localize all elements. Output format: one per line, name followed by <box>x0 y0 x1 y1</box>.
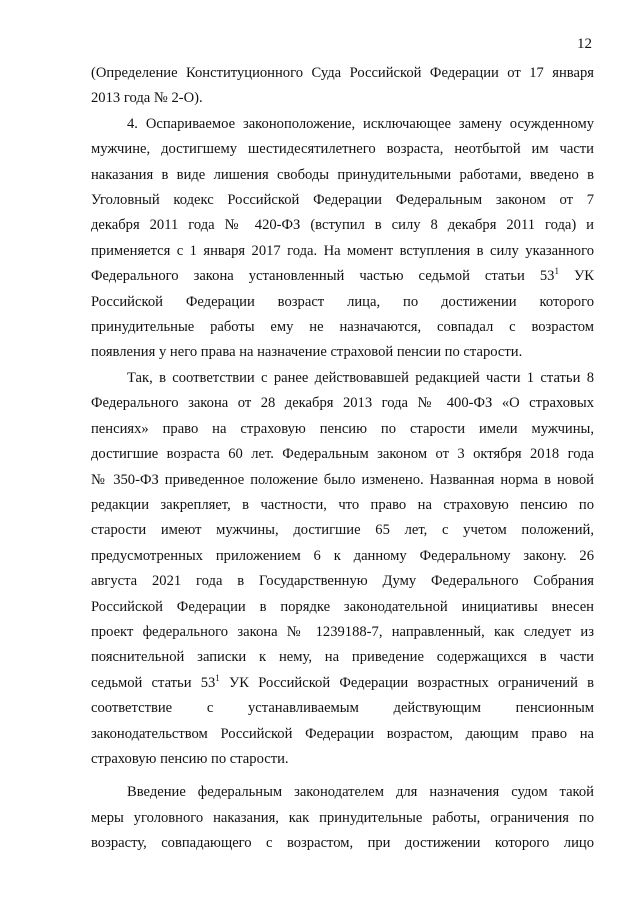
text-line: наказания в виде лишения свободы принудительными работами, введено в <box>91 166 594 183</box>
text-line: № 350-ФЗ приведенное положение было изменено. Названная норма в новой <box>91 471 594 488</box>
paragraph-pension-law <box>91 366 594 773</box>
paragraph-introduction <box>91 780 594 856</box>
text-line: Введение федеральным законодателем для назначения судом такой <box>127 784 594 801</box>
text-line: достигшие возраста 60 лет. Федеральным законом от 3 октября 2018 года <box>91 446 594 463</box>
text-line: применяется с 1 января 2017 года. На момент вступления в силу указанного <box>91 242 594 259</box>
text-line: 2013 года № 2-О). <box>91 90 203 107</box>
text-line: меры уголовного наказания, как принудительные работы, ограничения по <box>91 809 594 826</box>
text-line: Российской Федерации в порядке законодательной инициативы внесен <box>91 598 594 615</box>
text-line: декабря 2011 года № 420-ФЗ (вступил в силу 8 декабря 2011 года) и <box>91 217 594 234</box>
paragraph-citation <box>91 61 594 112</box>
text-line: августа 2021 года в Государственную Думу Федерального Собрания <box>91 573 594 590</box>
text-line: Федерального закона установленный частью седьмой статьи $53^1$ УК <box>91 266 595 285</box>
text-line: страховую пенсию по старости. <box>91 750 289 767</box>
paragraph-4 <box>91 112 594 366</box>
text-line: пояснительной записки к нему, на приведение содержащихся в части <box>91 649 594 666</box>
page-number: 12 <box>577 36 592 52</box>
text-line: мужчине, достигшему шестидесятилетнего возраста, неотбытой им части <box>91 141 594 158</box>
text-line: Федерального закона от 28 декабря 2013 года № 400-ФЗ «О страховых <box>91 395 594 412</box>
text-line: соответствие с устанавливаемым действующим пенсионным <box>91 700 594 717</box>
text-line: (Определение Конституционного Суда Российской Федерации от 17 января <box>91 65 594 81</box>
text-line: предусмотренных приложением 6 к данному Федеральному закону. 26 <box>91 547 594 564</box>
text-line: возрасту, совпадающего с возрастом, при достижении которого лицо <box>91 835 594 852</box>
text-line: появления у него права на назначение страховой пенсии по старости. <box>91 344 523 361</box>
text-line: 4. Оспариваемое законоположение, исключающее замену осужденному <box>127 115 594 132</box>
text-line: пенсиях» право на страховую пенсию по старости имели мужчины, <box>91 420 594 437</box>
text-line: Уголовный кодекс Российской Федерации Федеральным законом от 7 <box>91 192 594 209</box>
text-line: проект федерального закона № 1239188-7, направленный, как следует из <box>91 623 594 640</box>
text-line: старости имеют мужчины, достигшие 65 лет, с учетом положений, <box>91 522 594 539</box>
document-body <box>91 61 594 857</box>
text-line: законодательством Российской Федерации возрастом, дающим право на <box>91 725 594 742</box>
text-line: Российской Федерации возраст лица, по достижении которого <box>91 293 594 310</box>
text-line: седьмой статьи $53^1$ УК Российской Федерации возрастных ограничений в <box>91 672 594 691</box>
text-line: Так, в соответствии с ранее действовавшей редакцией части 1 статьи 8 <box>127 369 594 386</box>
text-line: редакции закрепляет, в частности, что право на страховую пенсию по <box>91 496 594 513</box>
text-line: принудительные работы ему не назначаются, совпадал с возрастом <box>91 319 594 336</box>
